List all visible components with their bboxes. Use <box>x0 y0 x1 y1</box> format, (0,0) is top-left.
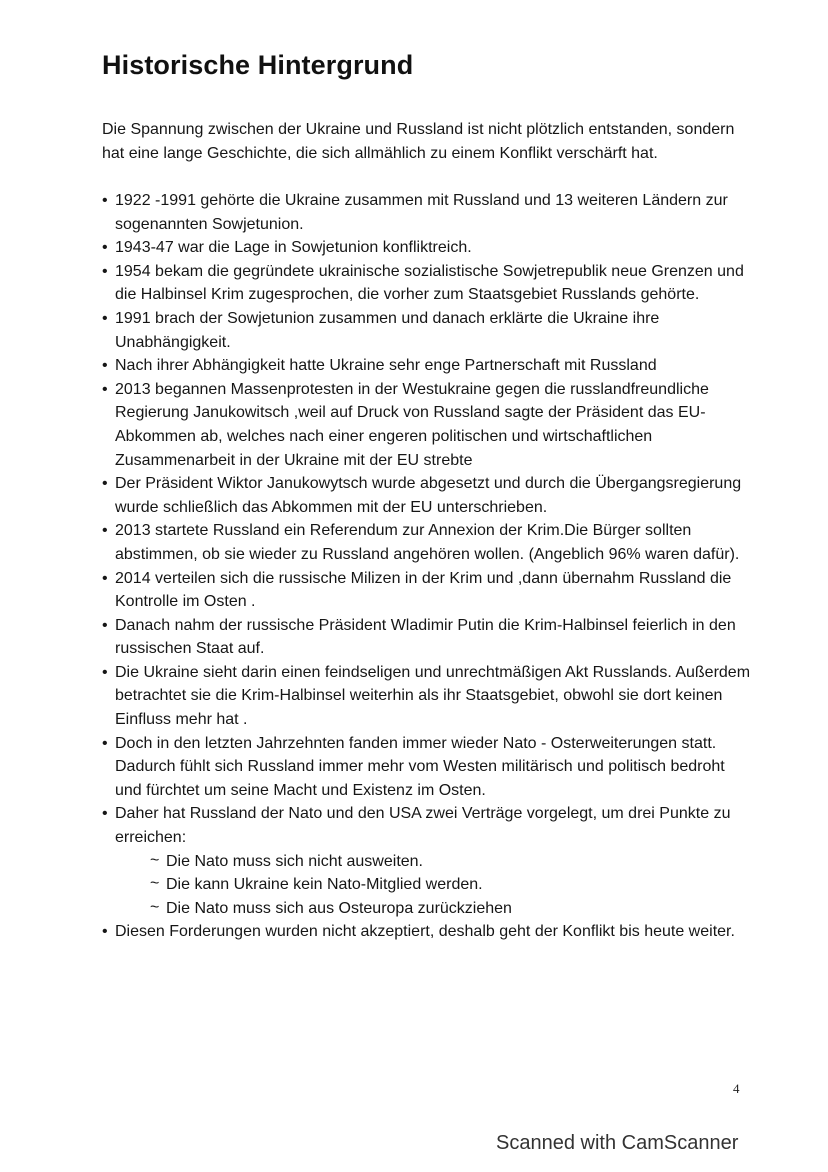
list-item <box>102 614 752 661</box>
list-item-text: 2014 verteilen sich die russische Milizen in der Krim und ,dann übernahm Russland die Kontrolle im Osten . <box>115 569 732 611</box>
sub-list-item: ~ Die kann Ukraine kein Nato-Mitglied werden. <box>150 873 752 897</box>
sub-list <box>115 850 752 921</box>
list-item <box>102 732 752 803</box>
list-item-text: Daher hat Russland der Nato und den USA zwei Verträge vorgelegt, um drei Punkte zu erreichen: <box>115 805 731 847</box>
list-item <box>102 802 752 920</box>
list-item <box>102 519 752 566</box>
list-item-text: Danach nahm der russische Präsident Wladimir Putin die Krim-Halbinsel feierlich in den russischen Staat auf. <box>115 616 736 658</box>
list-item-text: 1943-47 war die Lage in Sowjetunion konfliktreich. <box>115 239 472 257</box>
list-item-text: 2013 begannen Massenprotesten in der Westukraine gegen die russlandfreundliche Regierung Janukowitsch ,weil auf Druck von Russland sagte der Präsident das EU-Abkommen ab, welches nach einer engeren politischen und wirtschaftlichen Zusammenarbeit in der Ukraine mit der EU strebte <box>115 380 709 469</box>
list-item-text: 1922 -1991 gehörte die Ukraine zusammen mit Russland und 13 weiteren Ländern zur sogenannten Sowjetunion. <box>115 192 728 233</box>
camscanner-watermark: Scanned with CamScanner <box>496 1132 739 1154</box>
list-item-text: Nach ihrer Abhängigkeit hatte Ukraine sehr enge Partnerschaft mit Russland <box>115 357 657 375</box>
page-title: Historische Hintergrund <box>102 50 414 80</box>
intro-paragraph: Die Spannung zwischen der Ukraine und Russland ist nicht plötzlich entstanden, sondern hat eine lange Geschichte, die sich allmählich zu einem Konflikt verschärft hat. <box>102 121 735 162</box>
list-item <box>102 661 752 732</box>
sub-list-item: ~ Die Nato muss sich aus Osteuropa zurückziehen <box>150 897 752 921</box>
list-item-text: Die Ukraine sieht darin einen feindseligen und unrechtmäßigen Akt Russlands. Außerdem betrachtet sie die Krim-Halbinsel weiterhin als ihr Staatsgebiet, obwohl sie dort keinen Einfluss mehr hat . <box>115 663 751 729</box>
page-number: 4 <box>733 1081 740 1096</box>
list-item-text: Der Präsident Wiktor Janukowytsch wurde abgesetzt und durch die Übergangsregierung wurde schließlich das Abkommen mit der EU unterschrieben. <box>115 475 742 516</box>
list-item <box>102 567 752 614</box>
list-item-text: 1954 bekam die gegründete ukrainische sozialistische Sowjetrepublik neue Grenzen und die Halbinsel Krim zugesprochen, die vorher zum Staatsgebiet Russlands gehörte. <box>115 262 744 304</box>
list-item <box>102 189 752 236</box>
bullet-list <box>102 189 752 944</box>
list-item-text: 1991 brach der Sowjetunion zusammen und danach erklärte die Ukraine ihre Unabhängigkeit. <box>115 309 660 351</box>
list-item <box>102 920 752 944</box>
list-item <box>102 472 752 519</box>
sub-list-item: ~ Die Nato muss sich nicht ausweiten. <box>150 850 752 874</box>
list-item <box>102 307 752 354</box>
list-item-text: Diesen Forderungen wurden nicht akzeptiert, deshalb geht der Konflikt bis heute weiter. <box>115 923 735 941</box>
list-item <box>102 354 752 378</box>
list-item-text: 2013 startete Russland ein Referendum zur Annexion der Krim.Die Bürger sollten abstimmen, ob sie wieder zu Russland angehören wollen. (Angeblich 96% waren dafür). <box>115 522 740 563</box>
list-item <box>102 378 752 472</box>
list-item <box>102 236 752 260</box>
list-item-text: Doch in den letzten Jahrzehnten fanden immer wieder Nato - Osterweiterungen statt. Dadurch fühlt sich Russland immer mehr vom Westen militärisch und politisch bedroht und fürchtet um seine Macht und Existenz im Osten. <box>115 734 725 799</box>
list-item <box>102 260 752 307</box>
